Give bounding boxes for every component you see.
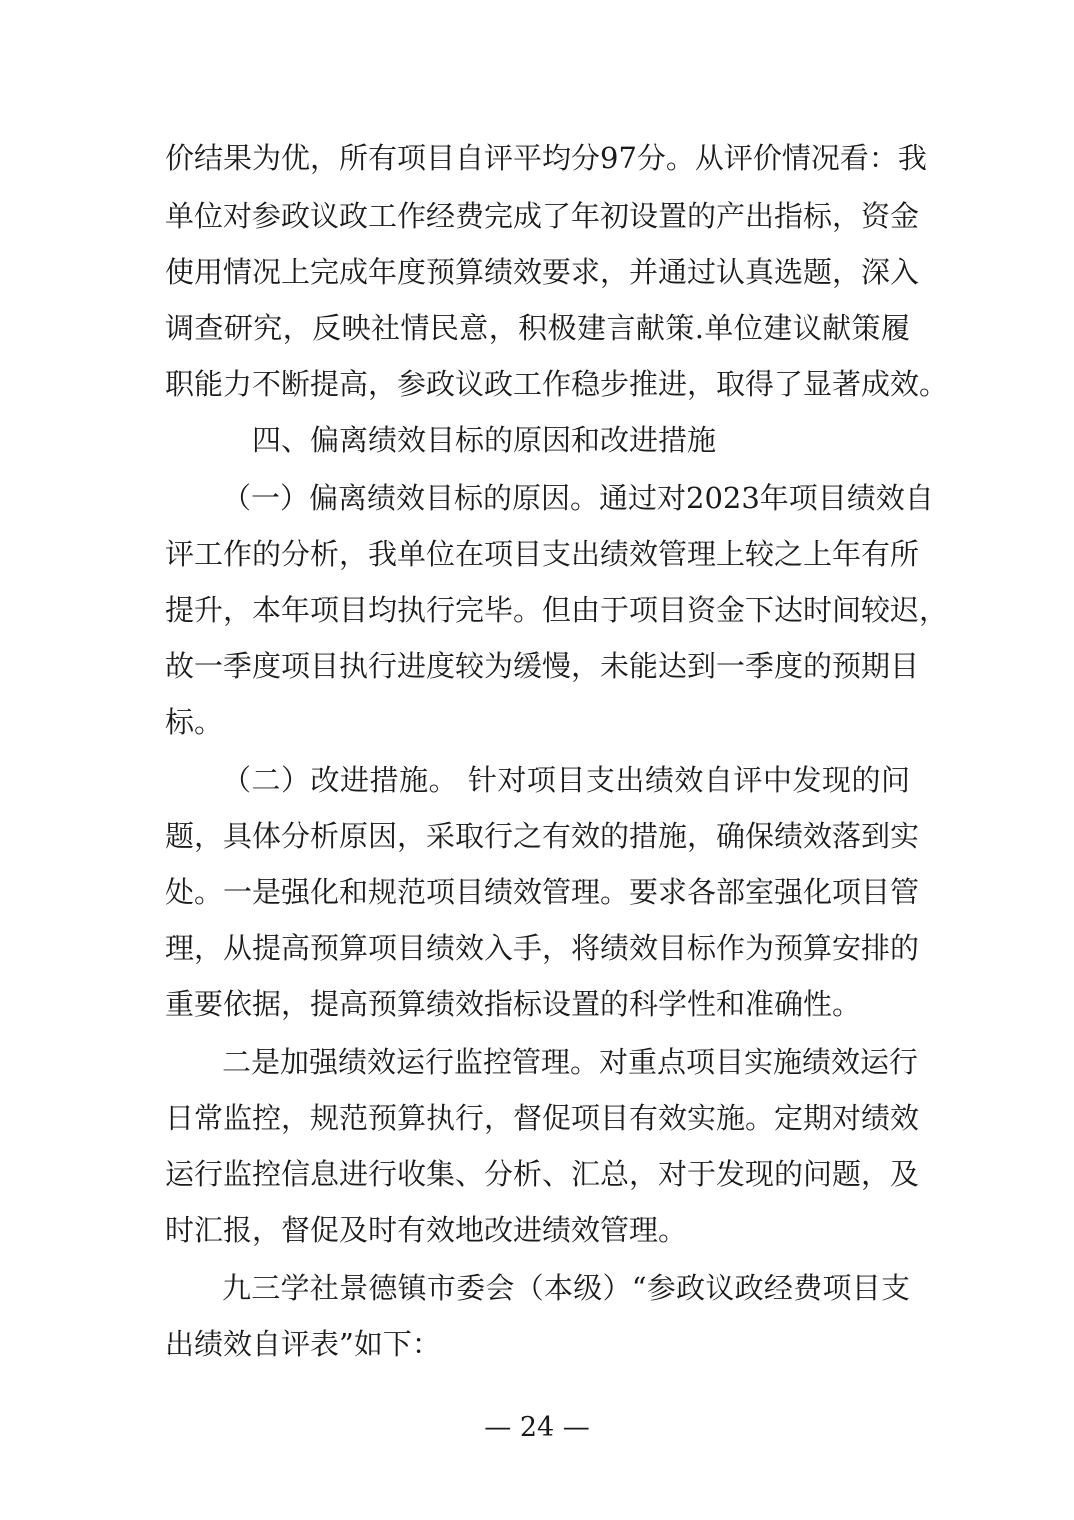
paragraph-4-line-1: 二是加强绩效运行监控管理。对重点项目实施绩效运行 — [222, 1045, 919, 1079]
paragraph-2-line-3: 提升，本年项目均执行完毕。但由于项目资金下达时间较迟， — [165, 593, 949, 627]
page-number: — 24 — — [484, 1412, 590, 1443]
paragraph-5-line-2: 出绩效自评表”如下： — [165, 1327, 441, 1361]
paragraph-1-line-2: 单位对参政议政工作经费完成了年初设置的产出指标，资金 — [165, 199, 920, 233]
section-heading-4: 四、偏离绩效目标的原因和改进措施 — [252, 423, 717, 457]
paragraph-3-line-4: 理，从提高预算项目绩效入手，将绩效目标作为预算安排的 — [165, 931, 920, 965]
paragraph-4-line-2: 日常监控，规范预算执行，督促项目有效实施。定期对绩效 — [165, 1101, 920, 1135]
paragraph-3-line-5: 重要依据，提高预算绩效指标设置的科学性和准确性。 — [165, 987, 862, 1021]
paragraph-2-line-4: 故一季度项目执行进度较为缓慢，未能达到一季度的预期目 — [165, 649, 920, 683]
paragraph-3-line-3: 处。一是强化和规范项目绩效管理。要求各部室强化项目管 — [165, 875, 920, 909]
paragraph-1-line-5: 职能力不断提高，参政议政工作稳步推进，取得了显著成效。 — [165, 367, 949, 401]
paragraph-3-line-2: 题，具体分析原因，采取行之有效的措施，确保绩效落到实 — [165, 819, 920, 853]
paragraph-5-line-1: 九三学社景德镇市委会（本级）“参政议政经费项目支 — [222, 1271, 910, 1305]
paragraph-4-line-3: 运行监控信息进行收集、分析、汇总，对于发现的问题，及 — [165, 1157, 920, 1191]
paragraph-2-line-2: 评工作的分析，我单位在项目支出绩效管理上较之上年有所 — [165, 537, 920, 571]
paragraph-3-line-1: （二）改进措施。 针对项目支出绩效自评中发现的问 — [222, 763, 910, 797]
paragraph-2-line-5: 标。 — [165, 705, 224, 739]
paragraph-1-line-4: 调查研究，反映社情民意，积极建言献策.单位建议献策履 — [165, 311, 910, 345]
paragraph-2-line-1: （一）偏离绩效目标的原因。通过对2023年项目绩效自 — [222, 481, 934, 515]
paragraph-4-line-4: 时汇报，督促及时有效地改进绩效管理。 — [165, 1213, 688, 1247]
paragraph-1-line-3: 使用情况上完成年度预算绩效要求，并通过认真选题，深入 — [165, 255, 920, 289]
paragraph-1-line-1: 价结果为优，所有项目自评平均分97分。从评价情况看：我 — [165, 141, 927, 175]
